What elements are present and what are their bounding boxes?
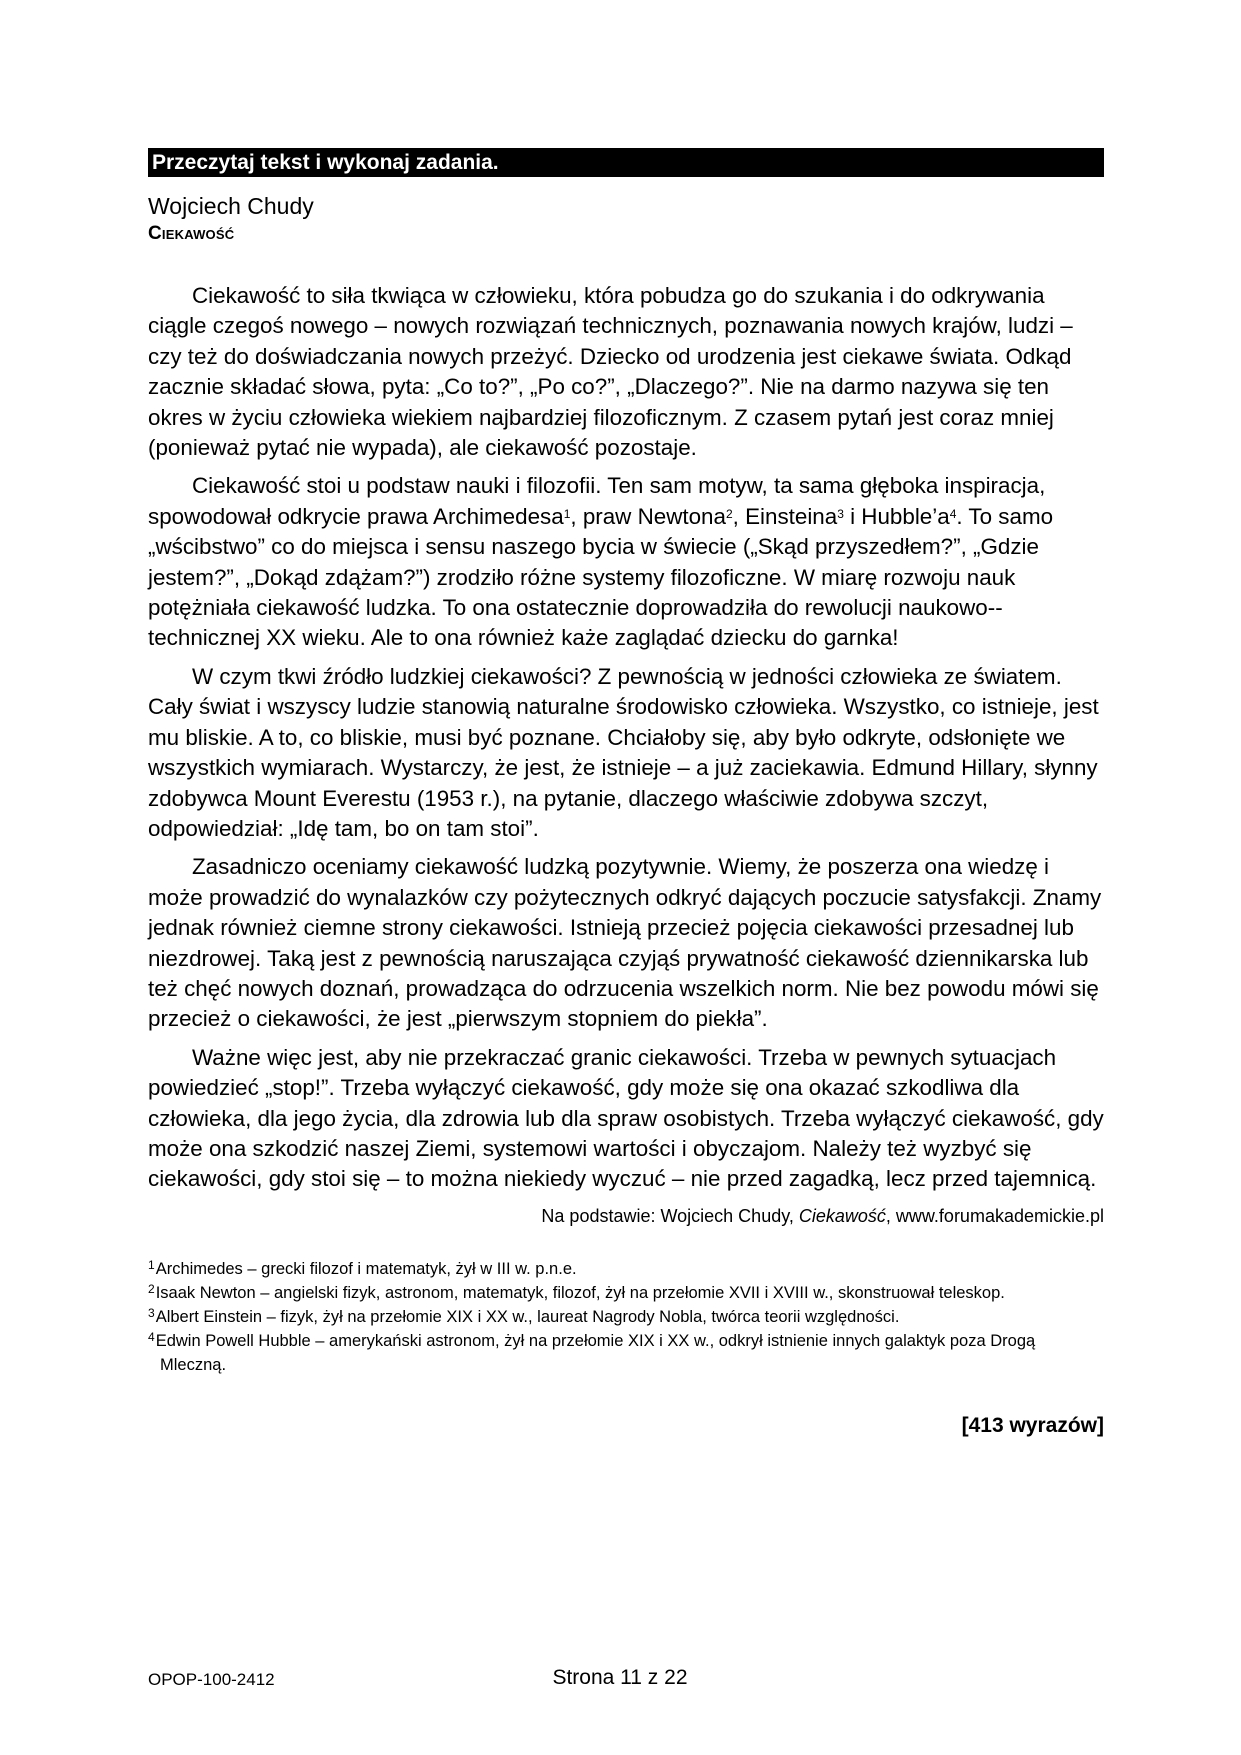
footnote-2 [148, 1281, 1104, 1305]
article-body [148, 281, 1104, 1195]
paragraph-2-part-b: , praw Newtona [570, 503, 726, 529]
source-citation [148, 1203, 1104, 1229]
footnote-text: Archimedes – grecki filozof i matematyk, żył w III w. p.n.e. [155, 1259, 577, 1278]
footnote-4 [148, 1329, 1104, 1377]
paragraph-4: Zasadniczo oceniamy ciekawość ludzką pozytywnie. Wiemy, że poszerza ona wiedzę i może prowadzić do wynalazków czy pożytecznych odkryć dających poczucie satysfakcji. Znamy jednak również ciemne strony ciekawości. Istnieją przecież pojęcia ciekawości przesadnej lub niezdrowej. Taką jest z pewnością naruszająca czyjąś prywatność ciekawość dziennikarska lub też chęć nowych doznań, prowadząca do odrzucenia wszelkich norm. Nie bez powodu mówi się przecież o ciekawości, że jest „pierwszym stopniem do piekła”. [148, 854, 1102, 1032]
paragraph-2-part-e: . To samo „wścibstwo” co do miejsca i sensu naszego bycia w świecie („Skąd przyszedłem?”, „Gdzie jestem?”, „Dokąd zdążam?”) zrodziło różne systemy filozoficzne. W miarę rozwoju nauk potężniała ciekawość ludzka. To ona ostatecznie doprowadziła do rewolucji naukowo-​-technicznej XX wieku. Ale to ona również każe zaglądać dziecku do garnka! [148, 503, 1054, 651]
footnote-text: Edwin Powell Hubble – amerykański astronom, żył na przełomie XIX i XX w., odkrył istnienie innych galaktyk poza Drogą Mleczną. [155, 1331, 1036, 1374]
footnote-number: 3 [148, 1305, 155, 1320]
footnotes [148, 1257, 1104, 1377]
paragraph-2-part-a: Ciekawość stoi u podstaw nauki i filozofii. Ten sam motyw, ta sama głęboka inspiracja, spowodował odkrycie prawa Archimedesa [148, 473, 1046, 529]
instruction-heading: Przeczytaj tekst i wykonaj zadania. [148, 148, 1104, 177]
footnote-ref-4: 4 [949, 506, 957, 521]
document-page [148, 148, 1104, 1441]
exam-code: OPOP-100-2412 [148, 1670, 275, 1689]
footnote-number: 4 [148, 1329, 155, 1344]
paragraph-2 [148, 471, 1104, 653]
author-name: Wojciech Chudy [148, 193, 314, 219]
source-title: Ciekawość [798, 1205, 886, 1226]
footnote-text: Isaak Newton – angielski fizyk, astronom, matematyk, filozof, żył na przełomie XVII i XVIII w., skonstruował teleskop. [155, 1283, 1005, 1302]
paragraph-3: W czym tkwi źródło ludzkiej ciekawości? Z pewnością w jedności człowieka ze światem. Cały świat i wszyscy ludzie stanowią naturalne środowisko człowieka. Wszystko, co istnieje, jest mu bliskie. A to, co bliskie, musi być poznane. Chciałoby się, aby było odkryte, odsłonięte we wszystkich wymiarach. Wystarczy, że jest, że istnieje – a już zaciekawia. Edmund Hillary, słynny zdobywca Mount Everestu (1953 r.), na pytanie, dlaczego właściwie zdobywa szczyt, odpowiedział: „Idę tam, bo on tam stoi”. [148, 663, 1099, 841]
footnote-ref-3: 3 [837, 506, 844, 521]
paragraph-1: Ciekawość to siła tkwiąca w człowieku, która pobudza go do szukania i do odkrywania ciągle czegoś nowego – nowych rozwiązań technicznych, poznawania nowych krajów, ludzi – czy też do doświadczania nowych przeżyć. Dziecko od urodzenia jest ciekawe świata. Odkąd zacznie składać słowa, pyta: „Co to?”, „Po co?”, „Dlaczego?”. Nie na darmo nazywa się ten okres w życiu człowieka wiekiem najbardziej filozoficznym. Z czasem pytań jest coraz mniej (ponieważ pytać nie wypada), ale ciekawość pozostaje. [148, 283, 1073, 461]
paragraph-2-part-d: i Hubble’a [843, 503, 950, 529]
word-count: [413 wyrazów] [961, 1413, 1104, 1437]
footnote-number: 1 [148, 1257, 155, 1272]
footnote-ref-1: 1 [563, 506, 571, 521]
text-title: Ciekawość [148, 223, 235, 244]
source-prefix: Na podstawie: Wojciech Chudy, [541, 1205, 799, 1226]
footnote-3 [148, 1305, 1104, 1329]
source-suffix: , www.forumakademickie.pl [885, 1205, 1104, 1226]
footnote-text: Albert Einstein – fizyk, żył na przełomie XIX i XX w., laureat Nagrody Nobla, twórca teorii względności. [155, 1307, 900, 1326]
footnote-ref-2: 2 [725, 506, 733, 521]
footnote-number: 2 [148, 1281, 155, 1296]
paragraph-2-part-c: , Einsteina [732, 503, 838, 529]
footnote-1 [148, 1257, 1104, 1281]
paragraph-5: Ważne więc jest, aby nie przekraczać granic ciekawości. Trzeba w pewnych sytuacjach powiedzieć „stop!”. Trzeba wyłączyć ciekawość, gdy może się ona okazać szkodliwa dla człowieka, dla jego życia, dla zdrowia lub dla spraw osobistych. Trzeba wyłączyć ciekawość, gdy może ona szkodzić naszej Ziemi, systemowi wartości i obyczajom. Należy też wyzbyć się ciekawości, gdy stoi się – to można niekiedy wyczuć – nie przed zagadką, lecz przed tajemnicą. [148, 1044, 1104, 1192]
page-number: Strona 11 z 22 [552, 1666, 688, 1689]
